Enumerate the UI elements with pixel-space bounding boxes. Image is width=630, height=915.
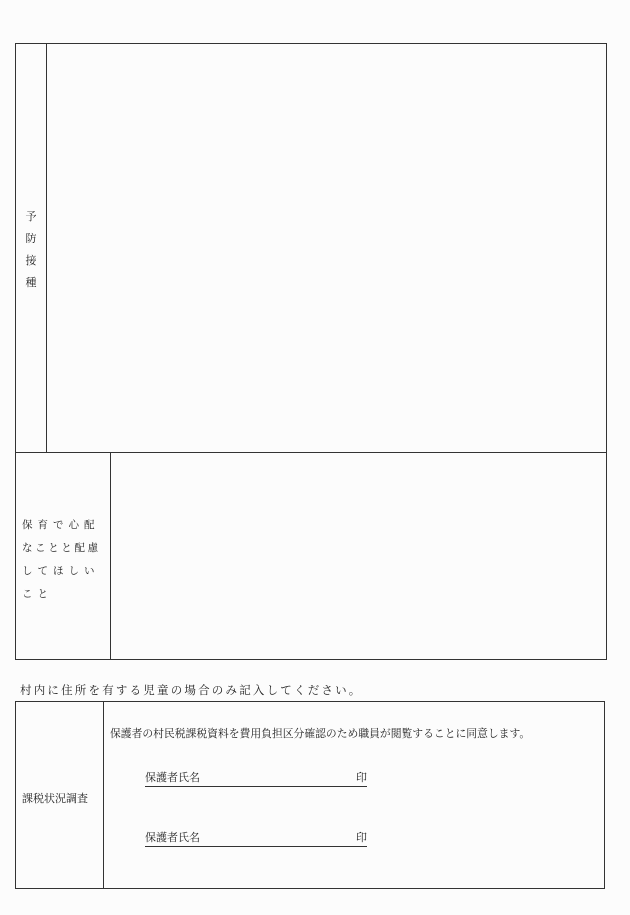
guardian-name-label: 保護者氏名 — [145, 771, 200, 784]
guardian-signature-line[interactable] — [145, 771, 367, 787]
concerns-label-divider — [110, 452, 111, 660]
vaccination-label — [24, 206, 38, 294]
childcare-concerns-label — [22, 514, 101, 606]
guardian-name-label: 保護者氏名 — [145, 831, 200, 844]
childcare-concerns-entry-area[interactable] — [112, 454, 605, 658]
tax-survey-label: 課税状況調査 — [22, 792, 88, 805]
row-divider — [15, 452, 607, 453]
childcare-concerns-label-line: してほしい — [22, 565, 100, 577]
vaccination-entry-area[interactable] — [48, 45, 605, 450]
resident-note: 村内に住所を有する児童の場合のみ記入してください。 — [20, 683, 363, 697]
childcare-concerns-label-line: 保育で心配 — [22, 519, 100, 531]
tax-survey-divider — [103, 701, 104, 889]
seal-mark: 印 — [356, 771, 367, 784]
vaccination-label-char: 防 — [25, 232, 37, 245]
childcare-concerns-label-line: こと — [22, 588, 53, 600]
guardian-signature-line[interactable] — [145, 831, 367, 847]
tax-survey-consent-text: 保護者の村民税課税資料を費用負担区分確認のため職員が閲覧することに同意します。 — [110, 727, 531, 740]
seal-mark: 印 — [356, 831, 367, 844]
vaccination-label-char: 接 — [25, 254, 37, 267]
vaccination-label-char: 予 — [25, 210, 37, 223]
vaccination-label-divider — [46, 43, 47, 452]
vaccination-label-char: 種 — [25, 276, 37, 289]
childcare-concerns-label-line: なことと配慮 — [22, 542, 101, 554]
